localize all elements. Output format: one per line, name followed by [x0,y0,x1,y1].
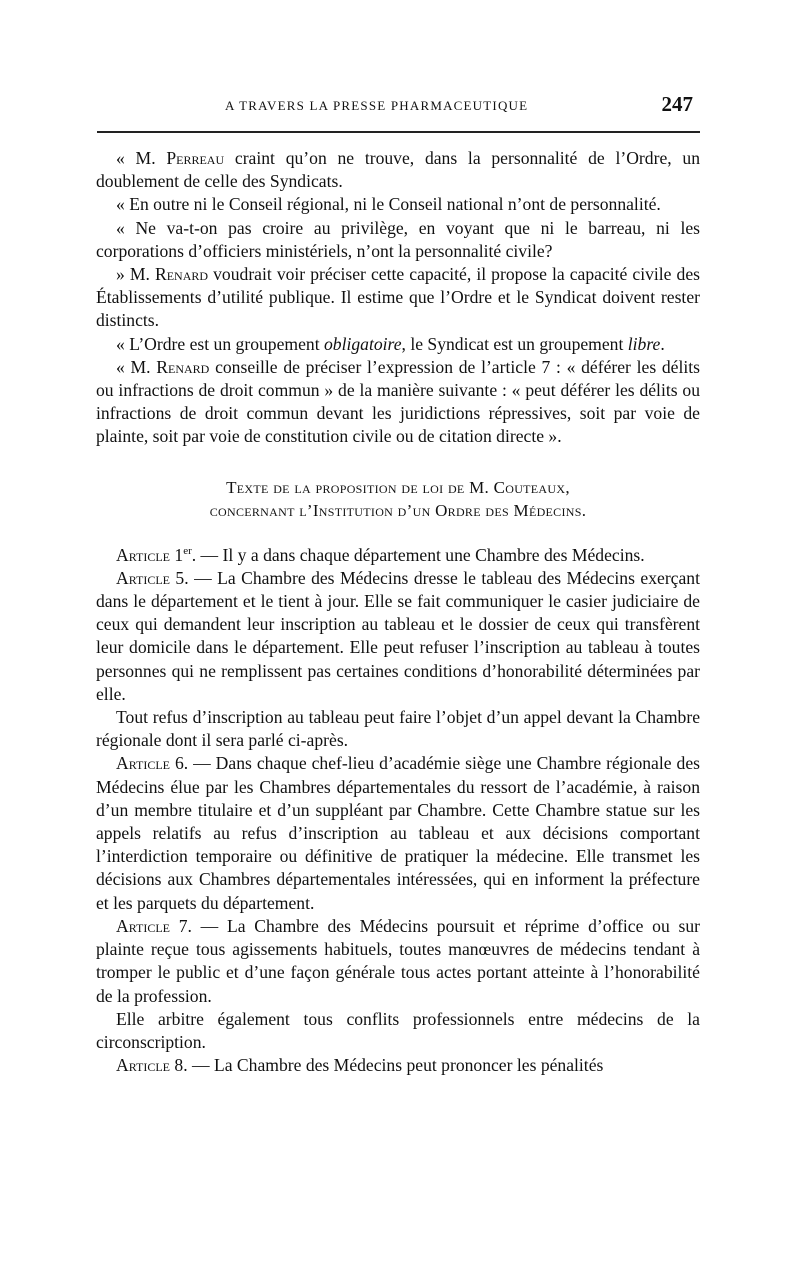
italic-term: obligatoire [323,333,402,354]
article-label: Article 5 [116,567,185,588]
paragraph: Tout refus d’inscription au tableau peut faire l’objet d’un appel devant la Chambre régionale dont il sera parlé ci-après. [96,707,700,751]
article-paragraph: Article 6. — Dans chaque chef-lieu d’académie siège une Chambre régionale des Médecins élue par les Chambres départementales du ressort de l’académie, à raison d’un membre titulaire et d’un suppléant par Chambre. Cette Chambre statue sur les appels relatifs au refus d’inscription au tableau et aux décisions comportant l’interdiction temporaire ou définitive de pratiquer la médecine. Elle transmet les décisions aux Chambres départementales intéressées, qui en informent la préfecture et les parquets du département. [96,753,700,913]
section-heading-line: concernant l’Institution d’un Ordre des Médecins. [209,500,587,520]
running-title: A TRAVERS LA PRESSE PHARMACEUTIQUE [225,98,529,113]
italic-term: libre [627,333,661,354]
article-superscript: er [183,544,192,557]
article-paragraph: Article 7. — La Chambre des Médecins poursuit et réprime d’office ou sur plainte reçue tous agissements habituels, toutes manœuvres de médecins tendant à tromper le public et d’une façon générale tous actes portant atteinte à l’honorabilité de la profession. [96,915,700,1006]
person-name: Renard [154,264,209,285]
article-label: Article 1 [116,544,184,565]
section-heading-line: Texte de la proposition de loi de M. Couteaux, [226,477,570,497]
section-heading [96,476,700,522]
article-label: Article 7 [116,915,188,936]
paragraph: « M. Renard conseille de préciser l’expression de l’article 7 : « déférer les délits ou infractions de droit commun » de la manière suivante : « peut déférer les délits ou infractions de droit commun devant les juridictions répressives, soit par voie de plainte, soit par voie de constitution civile ou de citation directe ». [96,356,700,447]
paragraph: « M. Perreau craint qu’on ne trouve, dans la personnalité de l’Ordre, un doublement de celle des Syndicats. [96,148,700,192]
person-name: Perreau [166,148,225,168]
body-text [96,147,700,1077]
paragraph: « En outre ni le Conseil régional, ni le Conseil national n’ont de personnalité. [116,194,661,215]
article-paragraph: Article 1er. — Il y a dans chaque département une Chambre des Médecins. [116,544,645,565]
person-name: Renard [156,356,210,377]
page-number: 247 [661,92,693,116]
header-rule [97,131,700,133]
running-head [97,92,697,122]
article-label: Article 8 [116,1055,184,1076]
article-label: Article 6 [116,753,184,774]
paragraph: » M. Renard voudrait voir préciser cette capacité, il propose la capacité civile des Établissements d’utilité publique. Il estime que l’Ordre et le Syndicat doivent rester distincts. [96,264,701,331]
paragraph: « Ne va-t-on pas croire au privilège, en voyant que ni le barreau, ni les corporations d’officiers ministériels, n’ont la personnalité civile? [96,217,700,261]
article-paragraph: Article 5. — La Chambre des Médecins dresse le tableau des Médecins exerçant dans le département et le tient à jour. Elle se fait communiquer le casier judiciaire de ceux qui demandent leur inscription au tableau et le dossier de ceux qui transfèrent leur domicile dans le département. Elle peut refuser l’inscription au tableau à toutes personnes qui ne remplissent pas certaines conditions d’honorabilité déterminées par elle. [96,567,700,704]
paragraph: « L’Ordre est un groupement obligatoire, le Syndicat est un groupement libre. [116,333,665,354]
paragraph: Elle arbitre également tous conflits professionnels entre médecins de la circonscription. [96,1008,700,1052]
article-paragraph: Article 8. — La Chambre des Médecins peut prononcer les pénalités [116,1055,604,1076]
